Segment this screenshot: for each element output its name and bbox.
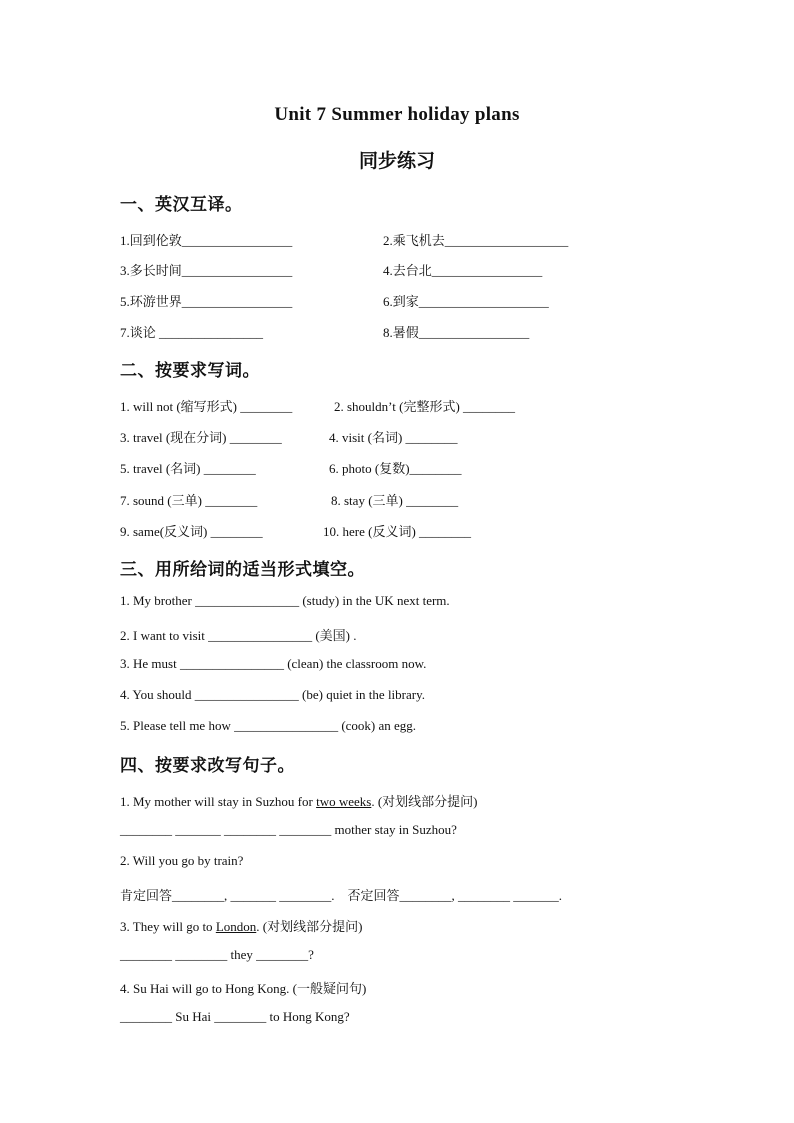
rewrite-answer-3: ________ ________ they ________? <box>120 947 314 962</box>
q1-text-post: . (对划线部分提问) <box>371 794 478 809</box>
translation-item-3: 3.多长时间_________________ <box>120 263 293 278</box>
rewrite-answer-1: ________ _______ ________ ________ mother stay in Suzhou? <box>120 822 457 837</box>
rewrite-question-1 <box>120 791 478 810</box>
word-form-item-8: 8. stay (三单) ________ <box>331 493 459 508</box>
word-form-item-2: 2. shouldn’t (完整形式) ________ <box>334 399 516 414</box>
rewrite-question-4: 4. Su Hai will go to Hong Kong. (一般疑问句) <box>120 981 367 996</box>
translation-item-2: 2.乘飞机去___________________ <box>383 233 569 248</box>
word-form-item-6: 6. photo (复数)________ <box>329 461 462 476</box>
word-form-item-5: 5. travel (名词) ________ <box>120 461 256 476</box>
fill-blank-item-1: 1. My brother ________________ (study) in the UK next term. <box>120 593 450 608</box>
rewrite-question-3 <box>120 916 362 935</box>
translation-item-7: 7.谈论 ________________ <box>120 325 264 340</box>
worksheet-subtitle: 同步练习 <box>358 150 435 172</box>
q1-text-pre: 1. My mother will stay in Suzhou for <box>120 794 317 809</box>
fill-blank-item-4: 4. You should ________________ (be) quiet in the library. <box>120 687 425 702</box>
rewrite-answer-4: ________ Su Hai ________ to Hong Kong? <box>120 1009 350 1024</box>
translation-item-5: 5.环游世界_________________ <box>120 294 293 309</box>
word-form-item-3: 3. travel (现在分词) ________ <box>120 430 282 445</box>
word-form-item-9: 9. same(反义词) ________ <box>120 524 263 539</box>
q1-underlined-text: two weeks <box>316 794 372 809</box>
word-form-item-10: 10. here (反义词) ________ <box>323 524 472 539</box>
q3-text-pre: 3. They will go to <box>120 919 216 934</box>
worksheet-title: Unit 7 Summer holiday plans <box>274 104 520 125</box>
rewrite-question-2: 2. Will you go by train? <box>120 853 244 868</box>
word-form-item-7: 7. sound (三单) ________ <box>120 493 258 508</box>
section-heading-translation: 一、英汉互译。 <box>120 195 243 215</box>
translation-item-4: 4.去台北_________________ <box>383 263 543 278</box>
fill-blank-item-2: 2. I want to visit ________________ (美国) . <box>120 628 357 643</box>
q3-text-post: . (对划线部分提问) <box>256 919 363 934</box>
q3-underlined-text: London <box>215 919 257 934</box>
section-heading-fill-blanks: 三、用所给词的适当形式填空。 <box>120 560 365 580</box>
fill-blank-item-5: 5. Please tell me how ________________ (cook) an egg. <box>120 718 417 733</box>
word-form-item-4: 4. visit (名词) ________ <box>329 430 458 445</box>
translation-item-6: 6.到家____________________ <box>383 294 549 309</box>
section-heading-rewrite: 四、按要求改写句子。 <box>120 756 295 776</box>
translation-item-1: 1.回到伦敦_________________ <box>120 233 293 248</box>
section-heading-word-forms: 二、按要求写词。 <box>120 361 260 381</box>
rewrite-answer-2: 肯定回答________, _______ ________. 否定回答________, ________ _______. <box>120 888 563 903</box>
translation-item-8: 8.暑假_________________ <box>383 325 530 340</box>
fill-blank-item-3: 3. He must ________________ (clean) the classroom now. <box>120 656 427 671</box>
word-form-item-1: 1. will not (缩写形式) ________ <box>120 399 293 414</box>
